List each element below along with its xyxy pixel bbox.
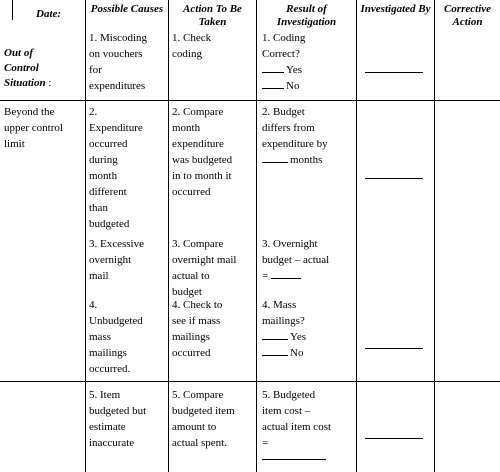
row-divider-2 (0, 381, 500, 382)
investigated-by-blank-1[interactable] (365, 72, 423, 73)
date-label: Date: (36, 8, 62, 20)
result-2: 2. Budget differs from expenditure by months (262, 106, 328, 166)
investigated-by-blank-2[interactable] (365, 178, 423, 179)
action-3: 3. Compare overnight mail actual to budget (172, 238, 237, 298)
column-divider-1 (85, 0, 86, 472)
cause-4: 4. Unbudgeted mass mailings occurred. (89, 299, 143, 375)
cause-1: 1. Miscoding on vouchers for expenditures (89, 32, 148, 92)
result-1: 1. Coding Correct? Yes No (262, 32, 306, 92)
column-divider-2 (168, 0, 169, 472)
result-5: 5. Budgeted item cost – actual item cost = (262, 389, 332, 449)
cause-3: 3. Excessive overnight mail (89, 238, 144, 282)
column-divider-3 (256, 0, 257, 472)
situation-description: Beyond the upper control limit (4, 106, 63, 150)
action-4: 4. Check to see if mass mailings occurred (172, 299, 223, 359)
header-possible-causes: Possible Causes (90, 3, 164, 15)
action-2: 2. Compare month expenditure was budgeted in to month it occurred (172, 106, 233, 198)
header-result-of-investigation: Result of Investigation (276, 3, 337, 28)
action-1: 1. Check coding (172, 32, 212, 60)
investigated-by-blank-4[interactable] (365, 348, 423, 349)
result-3: 3. Overnight budget – actual = (262, 238, 330, 282)
result-5-blank[interactable] (262, 459, 326, 460)
situation-label: Out of Control Situation : (4, 47, 52, 89)
row-divider-1 (0, 100, 500, 101)
result-4: 4. Mass mailings? Yes No (262, 299, 307, 359)
column-divider-5 (434, 0, 435, 472)
header-corrective-action: Corrective Action (443, 3, 492, 28)
action-5: 5. Compare budgeted item amount to actual spent. (172, 389, 235, 449)
left-margin-line (12, 0, 13, 20)
column-divider-4 (356, 0, 357, 472)
investigated-by-blank-5[interactable] (365, 438, 423, 439)
header-investigated-by: Investigated By (360, 3, 431, 15)
cause-2: 2. Expenditure occurred during month different than budgeted (89, 106, 143, 230)
cause-5: 5. Item budgeted but estimate inaccurate (89, 389, 147, 449)
header-action-to-be-taken: Action To Be Taken (183, 3, 242, 28)
